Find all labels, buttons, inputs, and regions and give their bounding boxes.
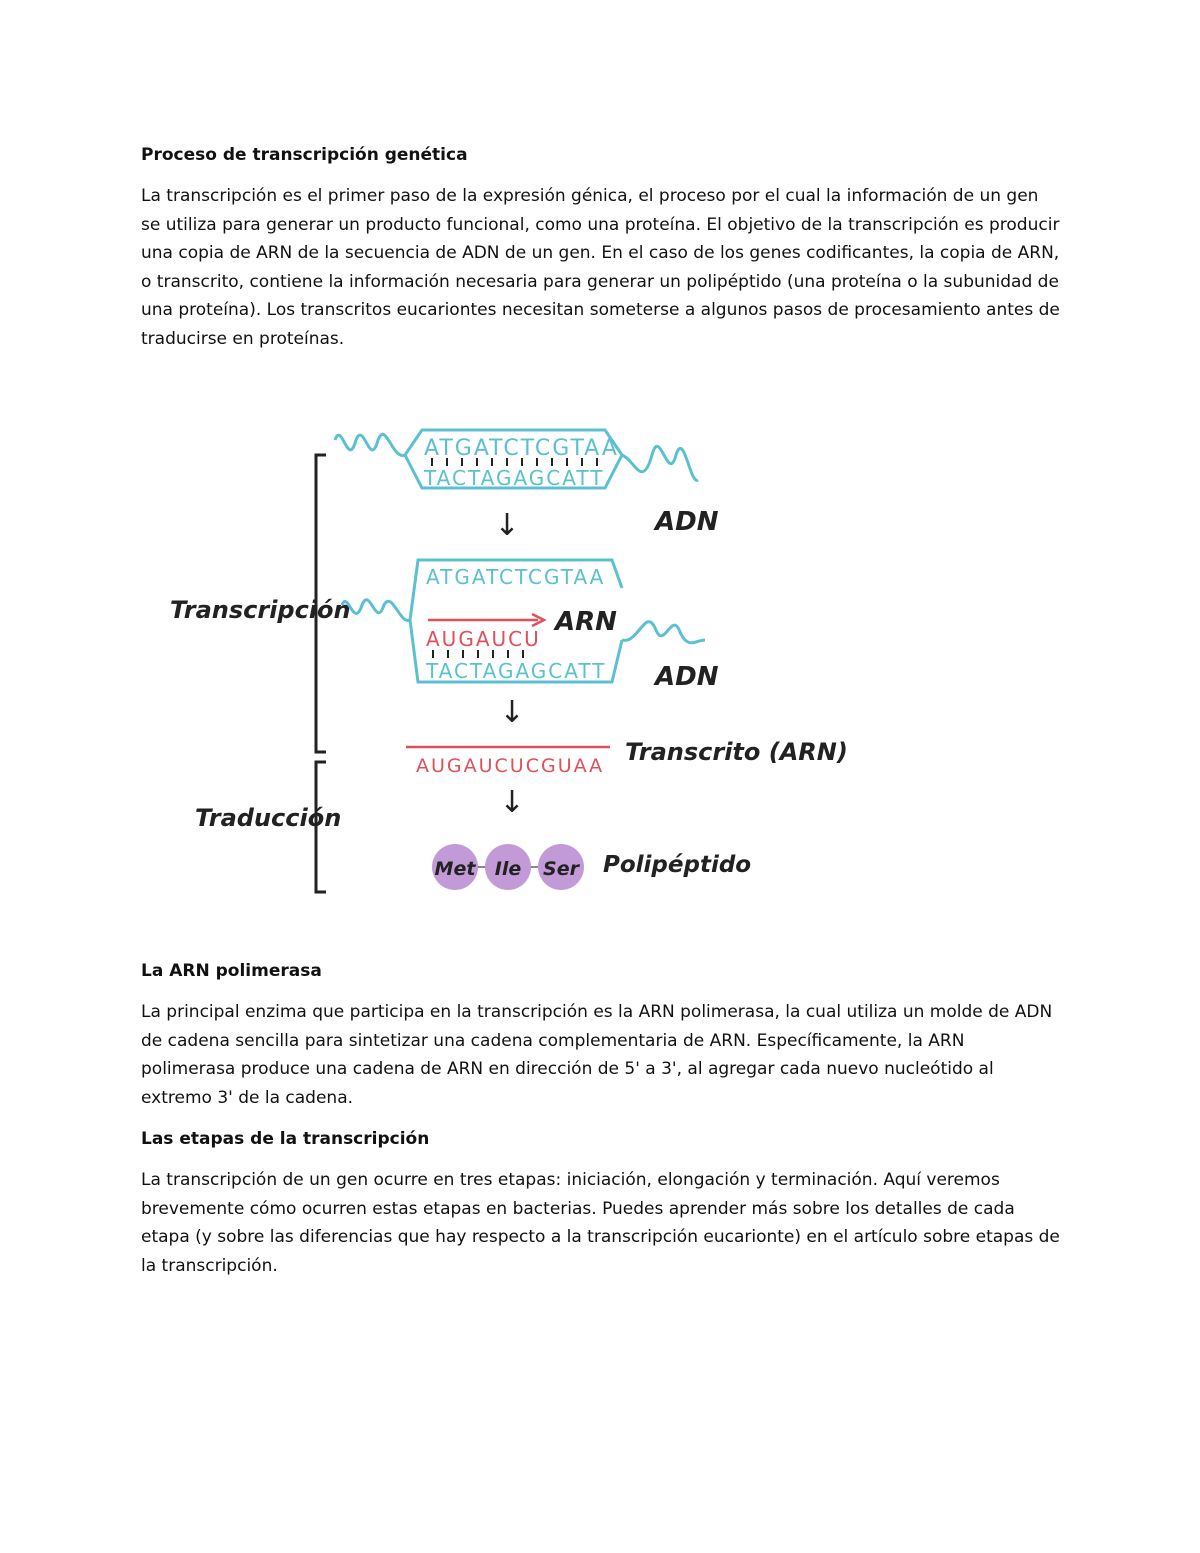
heading-transcription-stages: Las etapas de la transcripción <box>141 1129 430 1149</box>
arrow-down-3: ↓ <box>499 785 525 820</box>
section-intro <box>141 142 1061 367</box>
label-adn-2: ADN <box>655 662 719 692</box>
label-transcrito: Transcrito (ARN) <box>625 738 848 766</box>
paragraph-transcription-stages: La transcripción de un gen ocurre en tres etapas: iniciación, elongación y terminación. Aquí veremos brevemente cómo ocurren estas etapas en bacterias. Puedes aprender más sobre los detalles de cada etapa (y sobre las diferencias que hay respecto a la transcripción eucarionte) en el artículo sobre etapas de la transcripción. <box>141 1170 1060 1276</box>
dna-top-strand-2: ATGATCTCGTAA <box>426 565 606 589</box>
amino-acid-met-label: Met <box>434 858 476 880</box>
dna-bottom-strand-1: TACTAGAGCATT <box>424 466 605 490</box>
dna-coil-right-1 <box>622 446 698 480</box>
paragraph-rna-polymerase: La principal enzima que participa en la transcripción es la ARN polimerasa, la cual utiliza un molde de ADN de cadena sencilla para sintetizar una cadena complementaria de ARN. Específicamente, la ARN polimerasa produce una cadena de ARN en dirección de 5' a 3', al agregar cada nuevo nucleótido al extremo 3' de la cadena. <box>141 1002 1053 1108</box>
transcription-diagram-svg <box>160 400 860 910</box>
section-polymerase-and-stages <box>141 958 1061 1294</box>
dna-bottom-strand-2: TACTAGAGCATT <box>426 659 607 683</box>
dna-coil-left-1 <box>335 434 405 455</box>
dna-coil-right-2 <box>622 622 705 643</box>
dna-top-strand-1: ATGATCTCGTAA <box>424 436 619 461</box>
transcript-sequence: AUGAUCUCGUAA <box>416 755 605 777</box>
paragraph-transcription-intro: La transcripción es el primer paso de la expresión génica, el proceso por el cual la información de un gen se utiliza para generar un producto funcional, como una proteína. El objetivo de la transcripción es producir una copia de ARN de la secuencia de ADN de un gen. En el caso de los genes codificantes, la copia de ARN, o transcrito, contiene la información necesaria para generar un polipéptido (una proteína o la subunidad de una proteína). Los transcritos eucariontes necesitan someterse a algunos pasos de procesamiento antes de traducirse en proteínas. <box>141 186 1060 349</box>
heading-rna-polymerase: La ARN polimerasa <box>141 961 322 981</box>
amino-acid-ile-label: Ile <box>494 858 522 880</box>
heading-transcription-process: Proceso de transcripción genética <box>141 145 468 165</box>
label-traduccion: Traducción <box>195 804 342 832</box>
base-pair-ticks-2 <box>433 650 523 658</box>
dna-coil-left-2 <box>342 600 410 621</box>
arrow-down-1: ↓ <box>494 508 520 543</box>
transcription-diagram <box>160 400 860 910</box>
arrow-down-2: ↓ <box>499 695 525 730</box>
label-adn-1: ADN <box>655 507 719 537</box>
label-arn: ARN <box>555 607 617 637</box>
rna-partial-strand: AUGAUCU <box>426 627 541 651</box>
amino-acid-ser-label: Ser <box>543 858 579 880</box>
label-transcripcion: Transcripción <box>170 596 351 624</box>
label-polipeptido: Polipéptido <box>603 852 752 878</box>
